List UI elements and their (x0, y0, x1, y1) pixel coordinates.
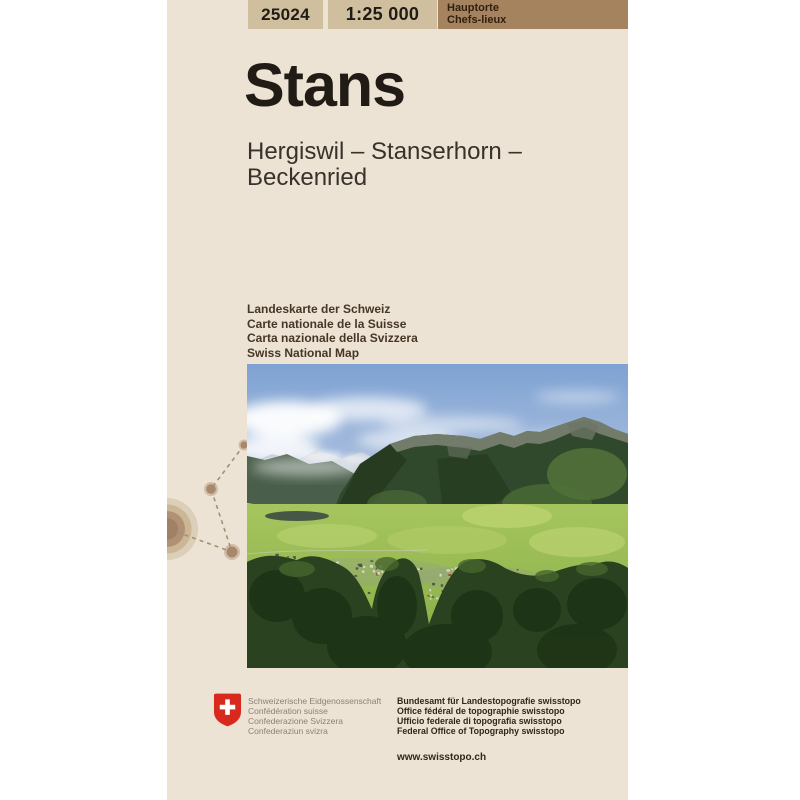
map-scale: 1:25 000 (345, 4, 420, 24)
map-number-box (248, 0, 323, 29)
network-dots (204, 440, 250, 561)
confederation-rm: Confederaziun svizra (248, 726, 328, 736)
topography-office-names (397, 696, 581, 736)
office-fr: Office fédéral de topographie swisstopo (397, 706, 565, 716)
office-it: Ufficio federale di topografia swisstopo (397, 716, 562, 726)
map-subtitle: Hergiswil – Stanserhorn – Beckenried (247, 138, 522, 191)
bullseye-icon (167, 498, 198, 560)
confederation-names (248, 696, 381, 736)
confederation-it: Confederazione Svizzera (248, 716, 343, 726)
cover-photo (247, 364, 628, 668)
category-line-fr: Chefs-lieux (447, 13, 507, 26)
category-line-de: Hauptorte (447, 2, 499, 14)
confederation-fr: Confédération suisse (248, 706, 328, 716)
office-de: Bundesamt für Landestopografie swisstopo (397, 696, 581, 706)
series-de: Landeskarte der Schweiz (247, 302, 391, 316)
confederation-de: Schweizerische Eidgenossenschaft (248, 696, 382, 706)
map-title: Stans (244, 51, 406, 119)
map-category-box (438, 0, 628, 29)
series-fr: Carte nationale de la Suisse (247, 316, 407, 331)
website-url: www.swisstopo.ch (397, 752, 487, 763)
map-series-block (247, 302, 418, 360)
swiss-coat-of-arms-icon (213, 692, 242, 728)
series-en: Swiss National Map (247, 345, 360, 360)
landscape-photo-graphic (247, 364, 628, 668)
map-scale-box (328, 0, 437, 29)
map-number: 25024 (261, 4, 310, 24)
dashed-connector-lines (177, 445, 244, 552)
series-it: Carta nazionale della Svizzera (247, 331, 418, 345)
map-cover-page (167, 0, 628, 800)
office-en: Federal Office of Topography swisstopo (397, 726, 565, 736)
